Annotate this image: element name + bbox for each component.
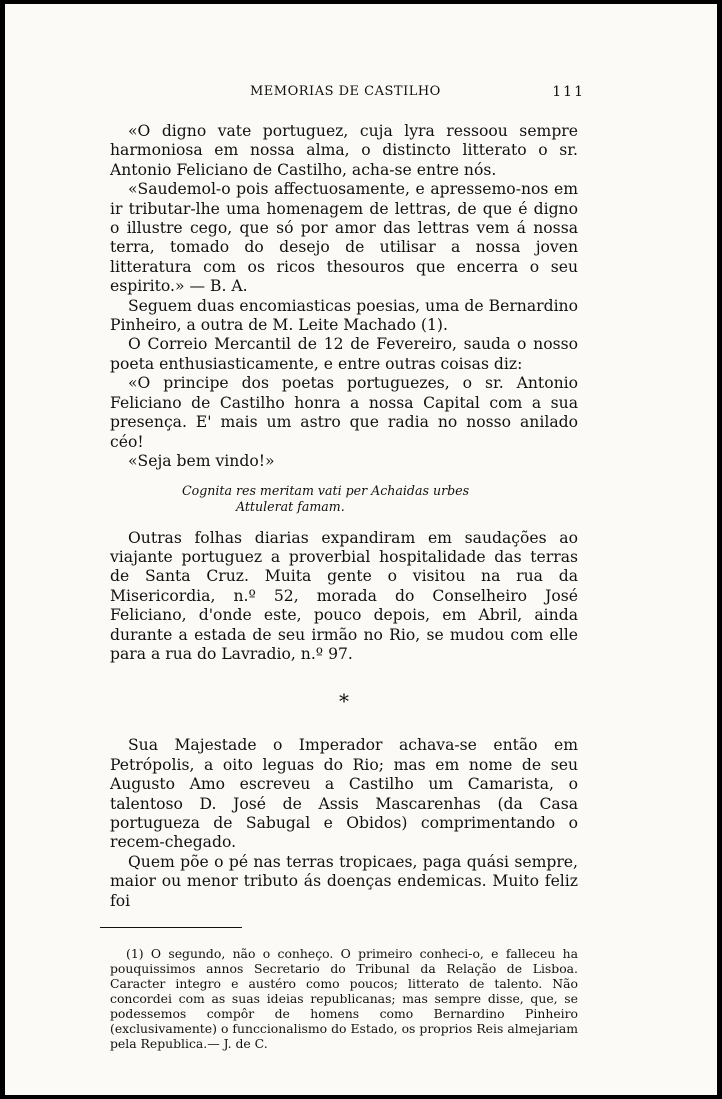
latin-quote xyxy=(110,483,578,514)
footnote-rule xyxy=(100,927,242,928)
paragraph: Seguem duas encomiasticas poesias, uma de Bernardino Pinheiro, a outra de M. Leite Machado (1). xyxy=(110,296,578,335)
page-header xyxy=(115,84,585,106)
paragraph: «O principe dos poetas portuguezes, o sr. Antonio Feliciano de Castilho honra a nossa Capital com a sua presença. E' mais um astro que radia no nosso anilado céo! xyxy=(110,374,578,451)
page-body xyxy=(110,122,578,1051)
paragraph: Quem põe o pé nas terras tropicaes, paga quási sempre, maior ou menor tributo ás doenças endemicas. Muito feliz foi xyxy=(110,852,578,910)
section-separator: * xyxy=(339,689,349,714)
paragraph: Sua Majestade o Imperador achava-se então em Petrópolis, a oito leguas do Rio; mas em nome de seu Augusto Amo escreveu a Castilho um Camarista, o talentoso D. José de Assis Mascarenhas (da Casa portugueza de Sabugal e Obidos) comprimentando o recem-chegado. xyxy=(110,736,578,852)
paragraph: «Seja bem vindo!» xyxy=(128,451,275,470)
book-page xyxy=(5,4,717,1095)
footnote xyxy=(110,946,578,1051)
paragraph: O Correio Mercantil de 12 de Fevereiro, sauda o nosso poeta enthusiasticamente, e entre outras coisas diz: xyxy=(110,335,578,373)
footnote-text: (1) O segundo, não o conheço. O primeiro conheci-o, e falleceu ha pouquissimos annos Secretario do Tribunal da Relação de Lisboa. Caracter integro e austéro como poucos; litterato de talento. Não concordei com as suas ideias republicanas; mas sempre disse, que, se podessemos compôr de homens como Bernardino Pinheiro (exclusivamente) o funccionalismo do Estado, os proprios Reis almejariam pela Republica.— J. de C. xyxy=(110,946,578,1051)
paragraph: «Saudemol-o pois affectuosamente, e apressemo-nos em ir tributar-lhe uma homenagem de lettras, de que é digno o illustre cego, que só por amor das lettras vem á nossa terra, tomado do desejo de utilisar a nossa joven litteratura com os ricos thesouros que encerra o seu espirito.» — B. A. xyxy=(110,180,578,296)
paragraph: Outras folhas diarias expandiram em saudações ao viajante portuguez a proverbial hospitalidade das terras de Santa Cruz. Muita gente o visitou na rua da Misericordia, n.º 52, morada do Conselheiro José Feliciano, d'onde este, pouco depois, em Abril, ainda durante a estada de seu irmão no Rio, se mudou com elle para a rua do Lavradio, n.º 97. xyxy=(110,528,578,663)
quote-line: Cognita res meritam vati per Achaidas urbes xyxy=(182,483,470,499)
quote-line: Attulerat famam. xyxy=(236,498,345,514)
page-number: 111 xyxy=(552,84,585,100)
running-title: MEMORIAS DE CASTILHO xyxy=(250,84,441,99)
paragraph: «O digno vate portuguez, cuja lyra ressoou sempre harmoniosa em nossa alma, o distincto litterato o sr. Antonio Feliciano de Castilho, acha-se entre nós. xyxy=(110,122,578,179)
